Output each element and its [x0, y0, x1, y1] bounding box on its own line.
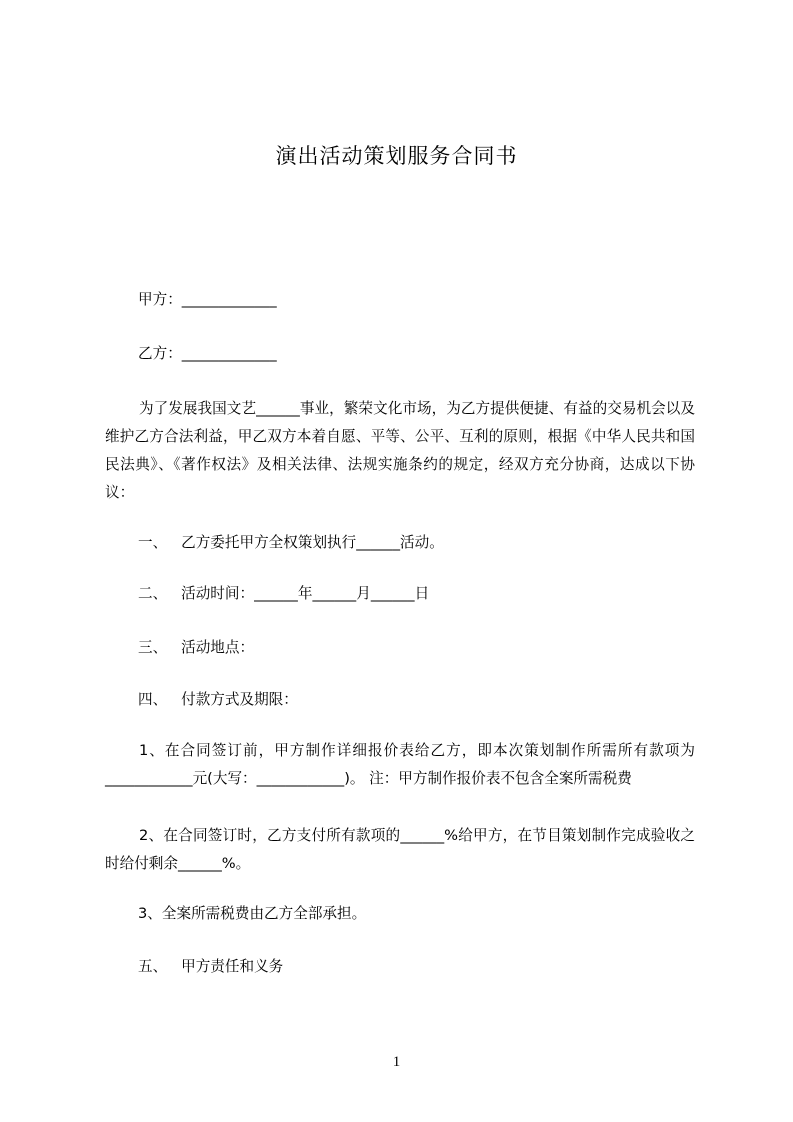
document-title: 演出活动策划服务合同书 [275, 144, 518, 168]
page-number: 1 [392, 1054, 401, 1070]
clause-four: 四、 付款方式及期限： [138, 691, 298, 708]
clause-two: 二、 活动时间：______年______月______日 [138, 585, 430, 602]
clause-three: 三、 活动地点： [138, 639, 255, 656]
payment-item-2: 2、在合同签订时，乙方支付所有款项的______%给甲方，在节目策划制作完成验收之时给付剩余______%。 [105, 827, 695, 872]
payment-item-1: 1、在合同签订前，甲方制作详细报价表给乙方，即本次策划制作所需所有款项为____________元(大写：____________)。 注：甲方制作报价表不包含全案所需税费 [105, 742, 695, 787]
party-a-line: 甲方：_____________ [138, 291, 277, 308]
party-b-line: 乙方：_____________ [138, 345, 277, 362]
clause-one: 一、 乙方委托甲方全权策划执行______活动。 [138, 534, 444, 551]
clause-five: 五、 甲方责任和义务 [138, 958, 284, 975]
payment-item-3: 3、全案所需税费由乙方全部承担。 [138, 905, 367, 922]
preamble-paragraph: 为了发展我国文艺______事业，繁荣文化市场，为乙方提供便捷、有益的交易机会以及维护乙方合法利益，甲乙双方本着自愿、平等、公平、互利的原则，根据《中华人民共和国民法典》、《著作权法》及相关法律、法规实施条约的规定，经双方充分协商，达成以下协议： [105, 400, 695, 501]
